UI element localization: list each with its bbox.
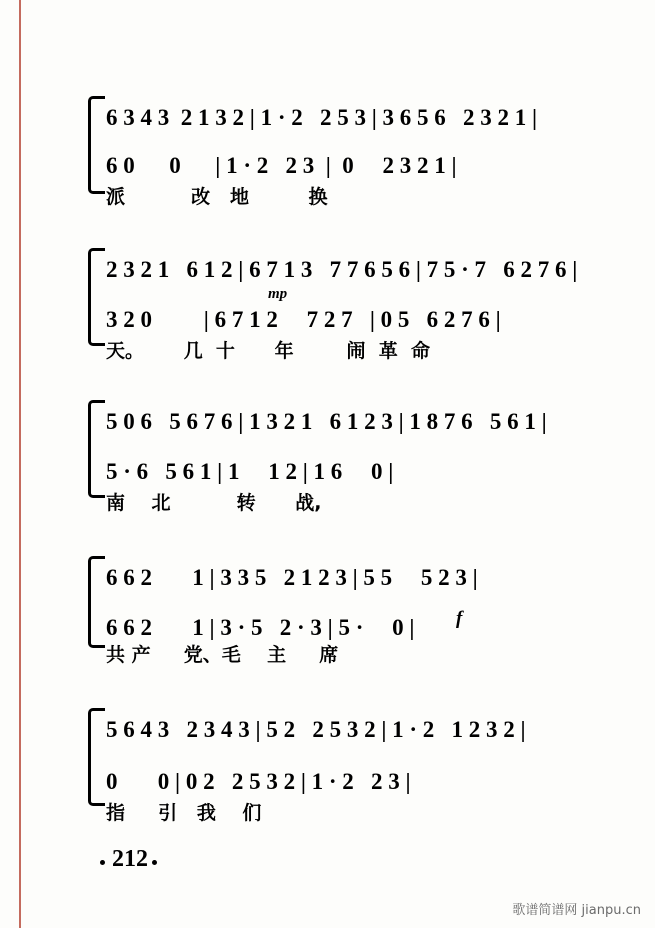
- upper-voice-notes: 2 3 2 1 6 1 2 | 6 7 1 3 7 7 6 5 6 | 7 5 · 7 6 2 7 6 |: [106, 257, 578, 282]
- page-number-dot-right: [152, 860, 157, 865]
- dynamic-marking-mp: mp: [268, 286, 288, 302]
- lower-voice-staff: [88, 136, 588, 182]
- upper-voice-staff: [88, 248, 588, 288]
- lyrics-line: 南 北 转 战,: [106, 491, 322, 514]
- upper-voice-staff: [88, 708, 588, 748]
- music-system-3: [88, 400, 588, 514]
- lower-voice-staff: [88, 748, 588, 794]
- upper-voice-notes: 6 3 4 3 2 1 3 2 | 1 · 2 2 5 3 | 3 6 5 6 2 3 2 1 |: [106, 105, 538, 130]
- lyrics-line: 天。 几 十 年 闹 革 命: [106, 339, 430, 362]
- watermark: 歌谱简谱网 jianpu.cn: [512, 903, 641, 918]
- page-number-dot-left: [100, 860, 105, 865]
- page-number: 212: [112, 846, 148, 872]
- lyrics-line: 派 改 地 换: [106, 185, 328, 208]
- lower-voice-notes: 0 0 | 0 2 2 5 3 2 | 1 · 2 2 3 |: [106, 769, 411, 794]
- lyrics-line: 指 引 我 们: [106, 801, 262, 824]
- lower-voice-notes: 5 · 6 5 6 1 | 1 1 2 | 1 6 0 |: [106, 459, 394, 484]
- lower-voice-notes: 6 6 2 1 | 3 · 5 2 · 3 | 5 · 0 |: [106, 615, 415, 640]
- upper-voice-staff: [88, 400, 588, 440]
- upper-voice-notes: 5 0 6 5 6 7 6 | 1 3 2 1 6 1 2 3 | 1 8 7 6 5 6 1 |: [106, 409, 547, 434]
- upper-voice-staff: [88, 96, 588, 136]
- music-system-1: [88, 96, 588, 208]
- dynamic-marking-f: f: [456, 608, 463, 629]
- upper-voice-notes: 5 6 4 3 2 3 4 3 | 5 2 2 5 3 2 | 1 · 2 1 2 3 2 |: [106, 717, 526, 742]
- upper-voice-notes: 6 6 2 1 | 3 3 5 2 1 2 3 | 5 5 5 2 3 |: [106, 565, 478, 590]
- upper-voice-staff: [88, 556, 588, 596]
- lower-voice-staff: [88, 596, 588, 642]
- lower-voice-notes: 3 2 0 | 6 7 1 2 7 2 7 | 0 5 6 2 7 6 |: [106, 307, 501, 332]
- music-system-5: [88, 708, 588, 824]
- lyrics-line: 共 产 党、毛 主 席: [106, 643, 339, 666]
- music-system-4: [88, 556, 588, 666]
- lower-voice-notes: 6 0 0 | 1 · 2 2 3 | 0 2 3 2 1 |: [106, 153, 457, 178]
- music-system-2: [88, 248, 588, 362]
- lower-voice-staff: [88, 440, 588, 486]
- page-margin-rule: [19, 0, 21, 928]
- lower-voice-staff: [88, 288, 588, 334]
